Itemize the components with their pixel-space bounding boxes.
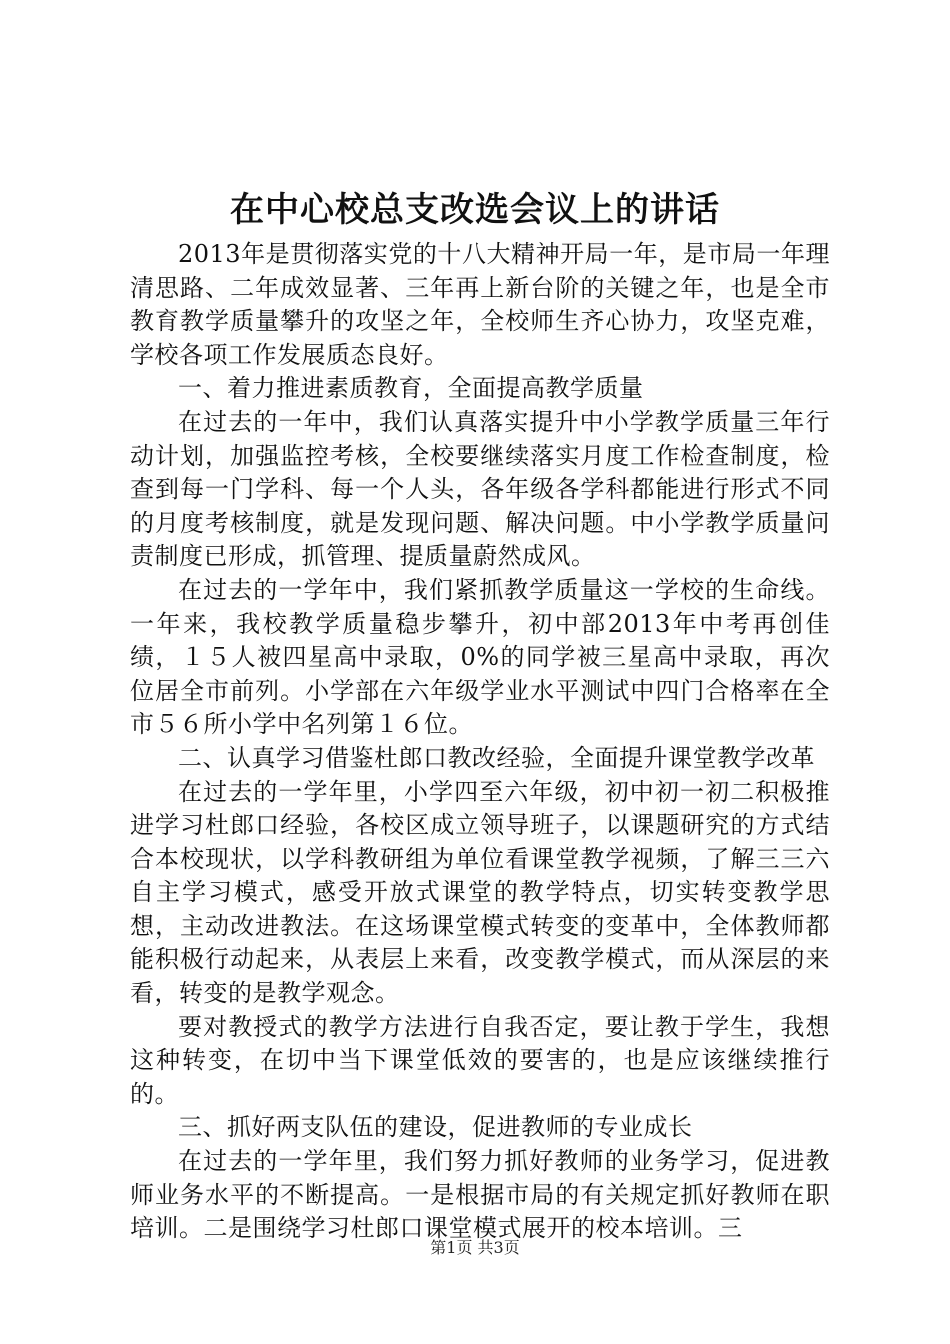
section-heading-2: 二、认真学习借鉴杜郎口教改经验，全面提升课堂教学改革 [178, 743, 815, 772]
page-footer: 第1页 共3页 [430, 1238, 520, 1257]
document-title: 在中心校总支改选会议上的讲话 [230, 190, 720, 230]
section-heading-1: 一、着力推进素质教育，全面提高教学质量 [178, 374, 644, 403]
paragraph: 在过去的一学年里，我们努力抓好教师的业务学习，促进教师业务水平的不断提高。一是根据市局的有关规定抓好教师在职培训。二是围绕学习杜郎口课堂模式展开的校本培训。三 [130, 1147, 830, 1243]
paragraph: 在过去的一年中，我们认真落实提升中小学教学质量三年行动计划，加强监控考核，全校要继续落实月度工作检查制度，检查到每一门学科、每一个人头，各年级各学科都能进行形式不同的月度考核制度，就是发现问题、解决问题。中小学教学质量问责制度已形成，抓管理、提质量蔚然成风。 [130, 407, 830, 571]
document-body [130, 238, 830, 1246]
section-heading-3: 三、抓好两支队伍的建设，促进教师的专业成长 [178, 1113, 693, 1142]
paragraph: 在过去的一学年中，我们紧抓教学质量这一学校的生命线。一年来，我校教学质量稳步攀升，初中部2013年中考再创佳绩，１５人被四星高中录取，0%的同学被三星高中录取，再次位居全市前列。小学部在六年级学业水平测试中四门合格率在全市５６所小学中名列第１６位。 [130, 575, 830, 739]
paragraph: 要对教授式的教学方法进行自我否定，要让教于学生，我想这种转变，在切中当下课堂低效的要害的，也是应该继续推行的。 [130, 1012, 830, 1108]
paragraph-intro: 2013年是贯彻落实党的十八大精神开局一年，是市局一年理清思路、二年成效显著、三年再上新台阶的关键之年，也是全市教育教学质量攀升的攻坚之年，全校师生齐心协力，攻坚克难，学校各项工作发展质态良好。 [130, 240, 830, 369]
paragraph: 在过去的一学年里，小学四至六年级，初中初一初二积极推进学习杜郎口经验，各校区成立领导班子，以课题研究的方式结合本校现状，以学科教研组为单位看课堂教学视频，了解三三六自主学习模式，感受开放式课堂的教学特点，切实转变教学思想，主动改进教法。在这场课堂模式转变的变革中，全体教师都能积极行动起来，从表层上来看，改变教学模式，而从深层的来看，转变的是教学观念。 [130, 777, 830, 1008]
